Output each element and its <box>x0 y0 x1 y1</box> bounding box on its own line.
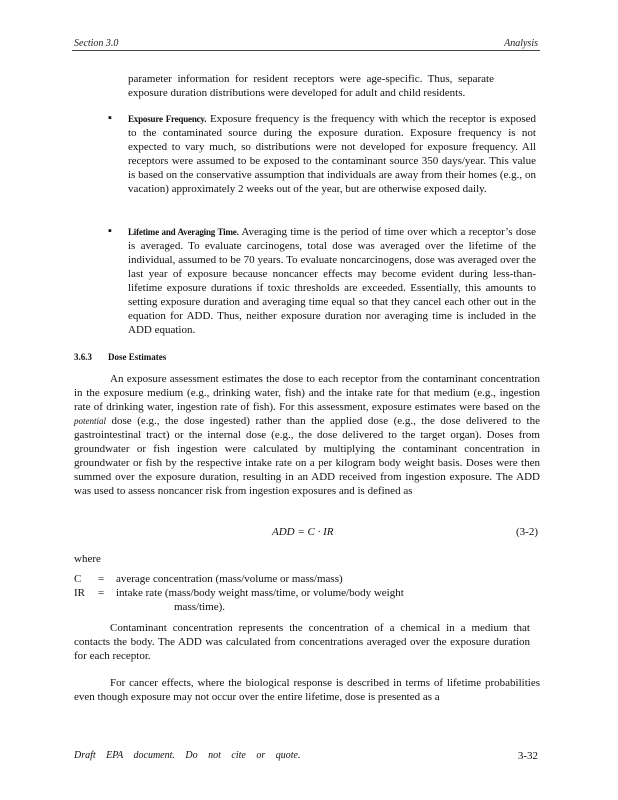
definition-text: average concentration (mass/volume or mass/mass) <box>116 573 343 585</box>
dose-estimates-paragraph <box>74 372 540 498</box>
where-label: where <box>74 553 101 565</box>
exposure-frequency-paragraph <box>128 112 536 196</box>
cancer-effects-paragraph: For cancer effects, where the biological response is described in terms of lifetime probabilities even though exposure may not occur over the entire lifetime, dose is presented as a <box>74 677 540 703</box>
header-rule <box>72 50 540 51</box>
footer-draft-notice: Draft EPA document. Do not cite or quote. <box>74 750 301 761</box>
definition-continuation: mass/time). <box>174 601 226 613</box>
continuation-paragraph: parameter information for resident receptors were age-specific. Thus, separate exposure duration distributions were developed for adult and child residents. <box>128 73 494 99</box>
contaminant-concentration-paragraph: Contaminant concentration represents the concentration of a chemical in a medium that contacts the body. The ADD was calculated from concentrations averaged over the exposure duration for each receptor. <box>74 622 530 662</box>
para1-italic-term: potential <box>74 416 106 426</box>
header-section: Section 3.0 <box>74 38 119 49</box>
header-analysis: Analysis <box>504 38 538 49</box>
definition-text: intake rate (mass/body weight mass/time, or volume/body weight <box>116 587 404 599</box>
section-title: Dose Estimates <box>108 352 167 362</box>
section-number: 3.6.3 <box>74 352 92 362</box>
lifetime-averaging-paragraph <box>128 225 536 337</box>
exposure-frequency-text: Exposure frequency is the frequency with which the receptor is exposed to the contaminated source during the exposure duration. Exposure frequency is not expected to vary much, so distributions were not developed for exposure frequency. All receptors were assumed to be exposed to the contaminant source 350 days/year. This value is based on the conservative assumption that individuals are away from their homes (e.g., on vacation) approximately 2 weeks out of the year, but are otherwise exposed daily. <box>128 113 536 195</box>
equation-number: (3-2) <box>516 526 538 538</box>
definition-row <box>74 587 404 599</box>
lifetime-averaging-term: Lifetime and Averaging Time. <box>128 227 239 237</box>
bullet-icon: ▪ <box>108 112 112 124</box>
para1-text-end: dose (e.g., the dose ingested) rather than the applied dose (e.g., the dose delivered to the gastrointestinal tract) or the internal dose (e.g., the dose delivered to the target organ). Doses from groundwater or fish ingestion were calculated by multiplying the contaminant concentration in groundwater or fish by the respective intake rate on a per kilogram body weight basis. Doses were then summed over the exposure duration, resulting in an ADD received from ingestion exposure. The ADD was used to assess noncancer risk from ingestion exposures and is defined as <box>74 415 540 497</box>
definition-symbol: C <box>74 573 82 585</box>
lifetime-averaging-text: Averaging time is the period of time over which a receptor’s dose is averaged. To evaluate carcinogens, total dose was averaged over the lifetime of the individual, assumed to be 70 years. To evaluate noncarcinogens, dose was averaged over the last year of exposure because noncancer effects may become evident during less-than-lifetime exposure durations if toxic thresholds are exceeded. Essentially, this amounts to setting exposure duration and averaging time equal so that they cancel each other out in the equation for ADD. Thus, neither exposure duration nor averaging time is included in the ADD equation. <box>128 226 536 336</box>
definition-row <box>74 573 343 585</box>
bullet-icon: ▪ <box>108 225 112 237</box>
definition-equals: = <box>98 587 105 599</box>
exposure-frequency-term: Exposure Frequency. <box>128 114 207 124</box>
para1-text-start: An exposure assessment estimates the dose to each receptor from the contaminant concentration in the exposure medium (e.g., drinking water, fish) and the intake rate for that medium (e.g., ingestion rate of drinking water, ingestion rate of fish). For this assessment, exposure estimates were based on the <box>74 373 540 413</box>
equation: ADD = C · IR <box>272 526 334 538</box>
definition-equals: = <box>98 573 105 585</box>
page-number: 3-32 <box>517 750 538 762</box>
definition-symbol: IR <box>74 587 85 599</box>
